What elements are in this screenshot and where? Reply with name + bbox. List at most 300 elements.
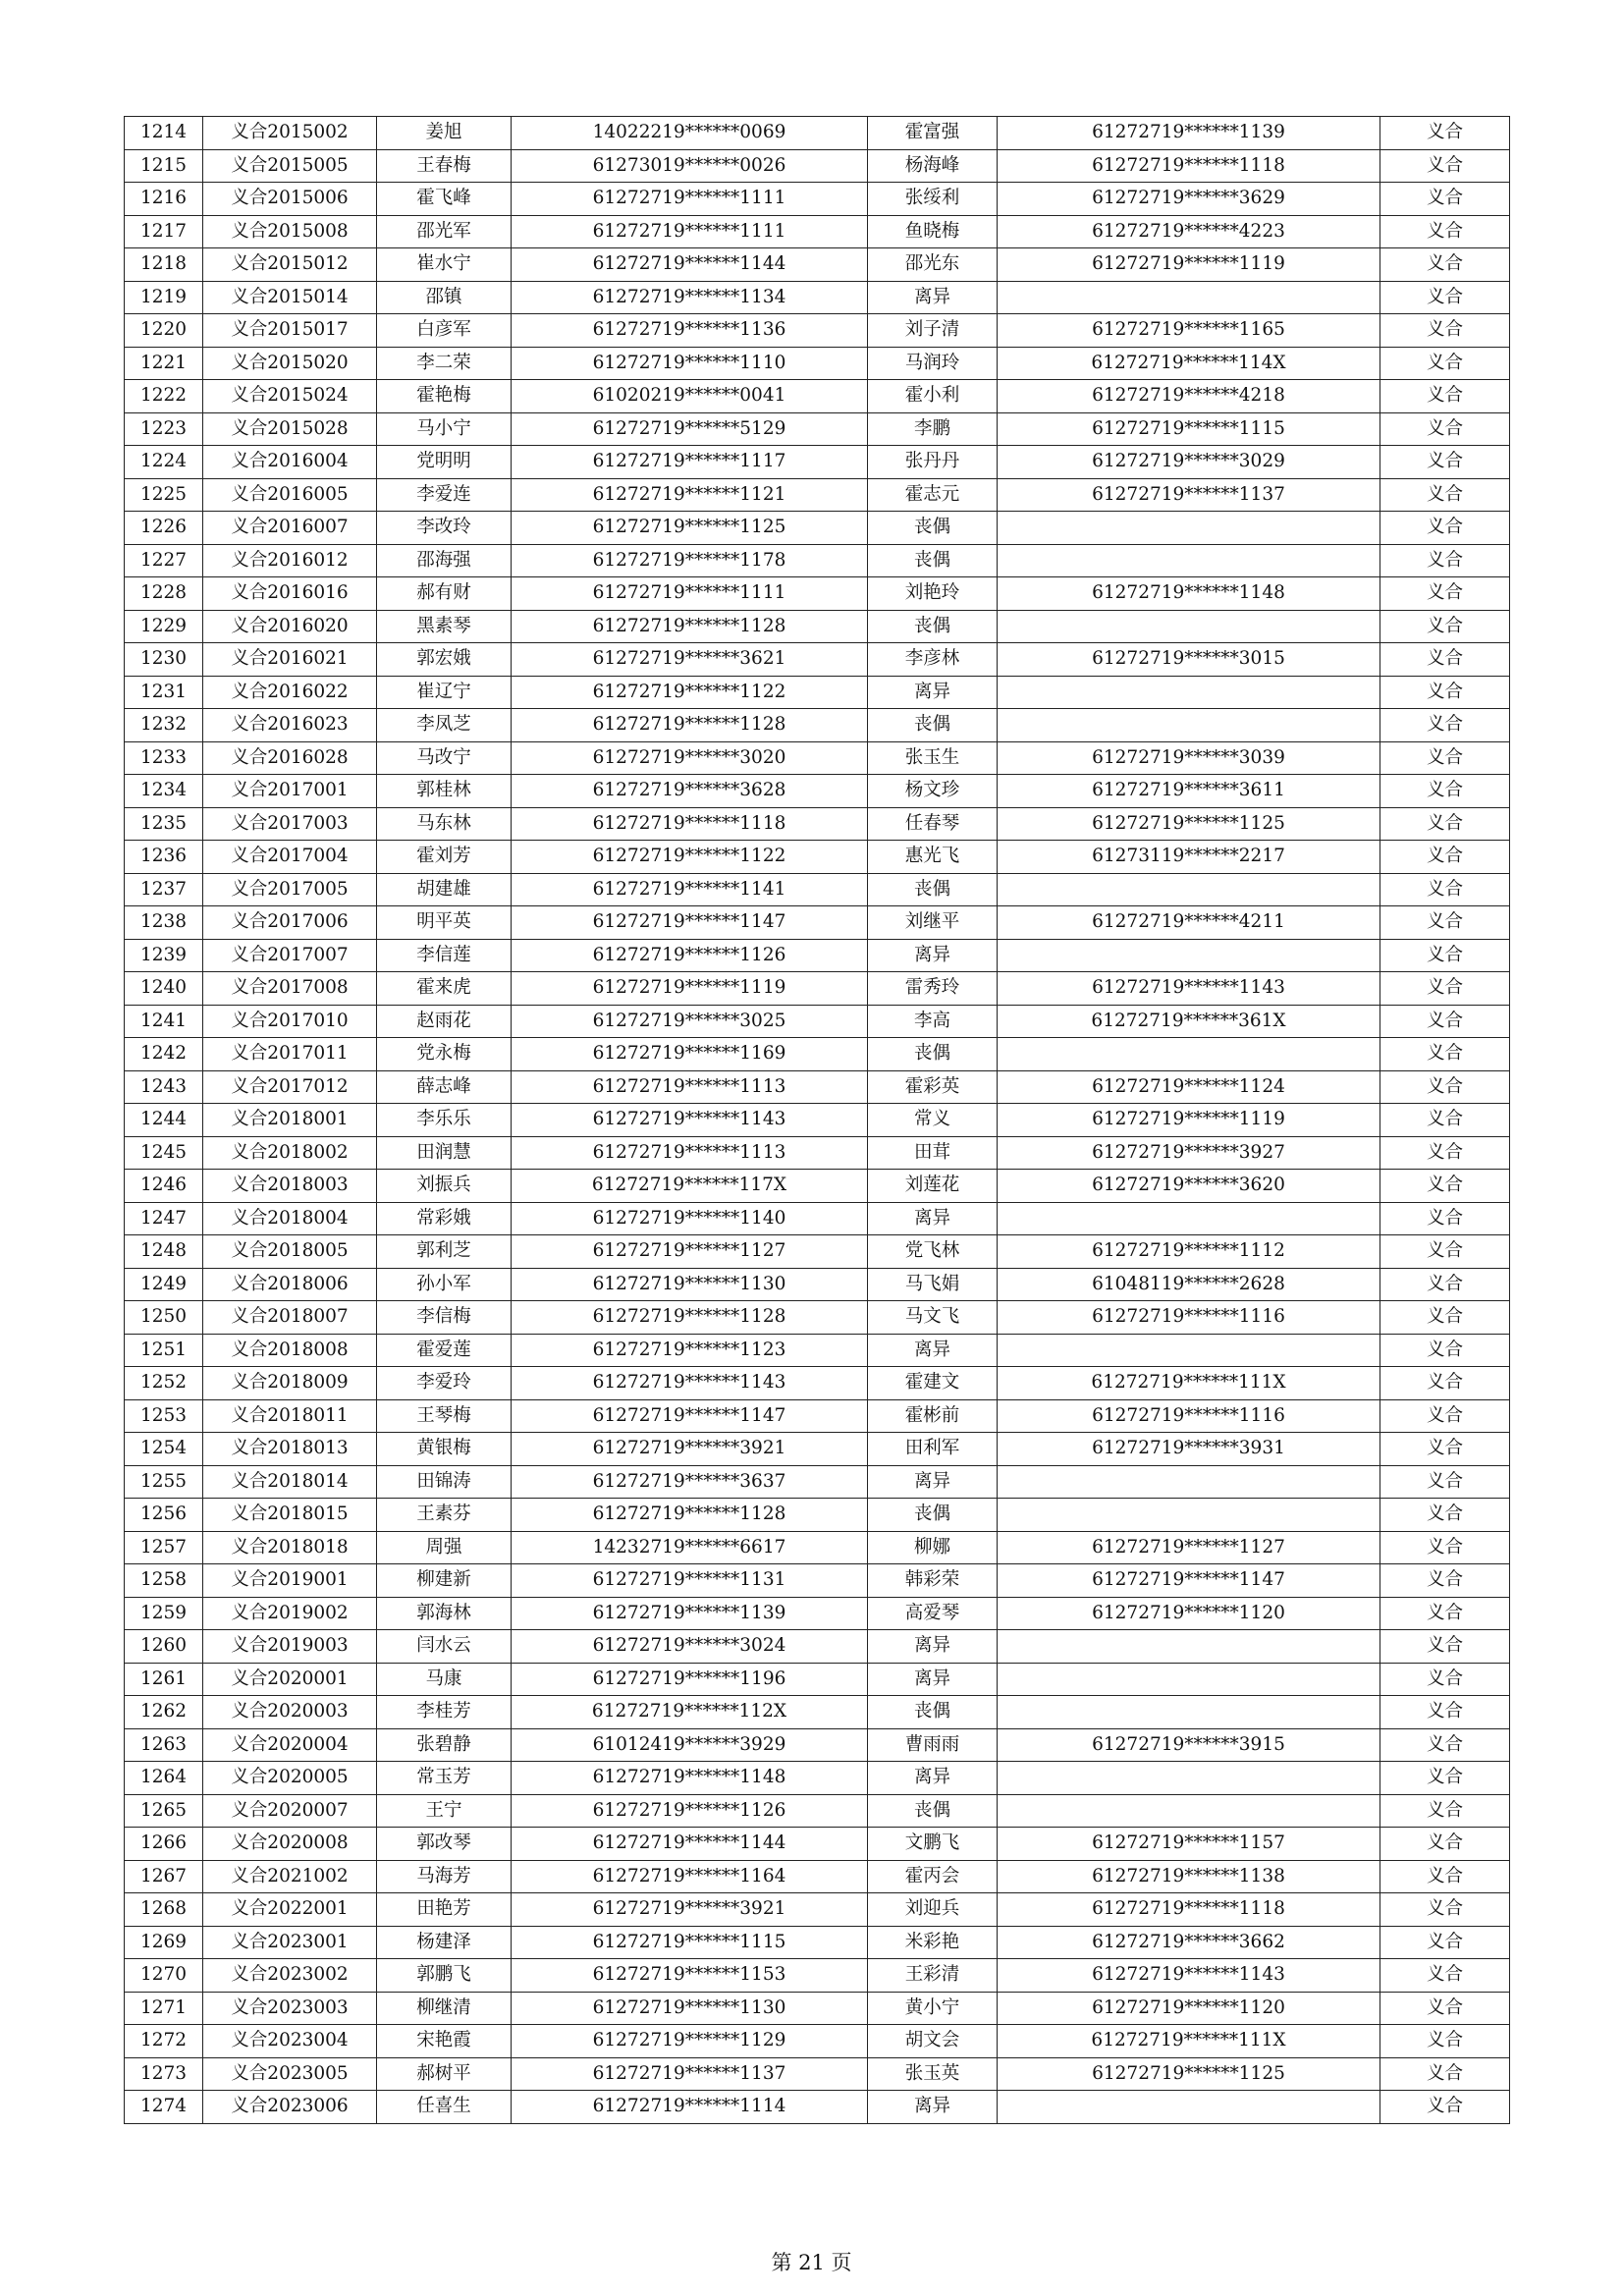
table-row [125,741,1510,775]
town-cell: 义合 [1380,1136,1510,1170]
row-number-cell: 1261 [125,1663,203,1696]
table-row [125,183,1510,216]
spouse-name-or-status-cell: 马飞娟 [868,1268,998,1301]
applicant-name-cell: 郭利芝 [377,1235,512,1269]
spouse-name-or-status-cell: 李彦林 [868,643,998,677]
spouse-id-number-cell: 61272719******3611 [998,775,1380,808]
table-row [125,1465,1510,1499]
applicant-id-number-cell: 61272719******1129 [512,2025,868,2058]
table-row [125,1926,1510,1959]
spouse-name-or-status-cell: 霍富强 [868,117,998,150]
applicant-name-cell: 党永梅 [377,1038,512,1071]
record-id-cell: 义合2017011 [203,1038,377,1071]
record-id-cell: 义合2017006 [203,906,377,940]
table-body [125,117,1510,2124]
record-id-cell: 义合2017005 [203,873,377,906]
table-row [125,1038,1510,1071]
row-number-cell: 1255 [125,1465,203,1499]
spouse-name-or-status-cell: 田利军 [868,1433,998,1466]
table-row [125,1696,1510,1729]
spouse-id-number-cell: 61272719******3915 [998,1728,1380,1762]
row-number-cell: 1252 [125,1367,203,1400]
spouse-id-number-cell: 61272719******1125 [998,2057,1380,2091]
table-row [125,1433,1510,1466]
row-number-cell: 1227 [125,544,203,577]
row-number-cell: 1274 [125,2091,203,2124]
record-id-cell: 义合2017008 [203,972,377,1006]
town-cell: 义合 [1380,676,1510,709]
spouse-id-number-cell: 61272719******3015 [998,643,1380,677]
applicant-id-number-cell: 61272719******3637 [512,1465,868,1499]
applicant-name-cell: 田锦涛 [377,1465,512,1499]
table-row [125,1499,1510,1532]
spouse-id-number-cell: 61272719******361X [998,1005,1380,1038]
spouse-id-number-cell [998,1794,1380,1828]
row-number-cell: 1237 [125,873,203,906]
spouse-name-or-status-cell: 离异 [868,2091,998,2124]
spouse-name-or-status-cell: 柳娜 [868,1531,998,1564]
spouse-id-number-cell: 61272719******3620 [998,1170,1380,1203]
spouse-id-number-cell: 61272719******1115 [998,412,1380,446]
applicant-id-number-cell: 61272719******1164 [512,1860,868,1893]
spouse-name-or-status-cell: 张绥利 [868,183,998,216]
record-id-cell: 义合2023006 [203,2091,377,2124]
record-id-cell: 义合2015024 [203,380,377,413]
applicant-id-number-cell: 61272719******1141 [512,873,868,906]
record-id-cell: 义合2015002 [203,117,377,150]
applicant-name-cell: 李桂芳 [377,1696,512,1729]
applicant-name-cell: 李凤芝 [377,709,512,742]
spouse-id-number-cell [998,939,1380,972]
table-row [125,643,1510,677]
applicant-name-cell: 田艳芳 [377,1893,512,1927]
records-table [124,116,1510,2124]
spouse-id-number-cell [998,873,1380,906]
applicant-id-number-cell: 61272719******1128 [512,610,868,643]
applicant-name-cell: 马改宁 [377,741,512,775]
town-cell: 义合 [1380,1860,1510,1893]
spouse-name-or-status-cell: 李鹏 [868,412,998,446]
table-row [125,1728,1510,1762]
spouse-id-number-cell: 61272719******1143 [998,1959,1380,1993]
spouse-id-number-cell: 61272719******111X [998,2025,1380,2058]
spouse-id-number-cell: 61272719******1139 [998,117,1380,150]
applicant-id-number-cell: 61272719******1126 [512,1794,868,1828]
spouse-id-number-cell: 61272719******1137 [998,478,1380,512]
applicant-id-number-cell: 61272719******1111 [512,577,868,611]
spouse-name-or-status-cell: 霍小利 [868,380,998,413]
spouse-name-or-status-cell: 霍彬前 [868,1399,998,1433]
record-id-cell: 义合2015008 [203,215,377,248]
spouse-id-number-cell: 61272719******3662 [998,1926,1380,1959]
applicant-name-cell: 王素芬 [377,1499,512,1532]
town-cell: 义合 [1380,1762,1510,1795]
table-row [125,1367,1510,1400]
record-id-cell: 义合2016005 [203,478,377,512]
record-id-cell: 义合2020005 [203,1762,377,1795]
record-id-cell: 义合2020001 [203,1663,377,1696]
record-id-cell: 义合2020008 [203,1828,377,1861]
applicant-id-number-cell: 61272719******117X [512,1170,868,1203]
table-row [125,215,1510,248]
table-row [125,478,1510,512]
record-id-cell: 义合2020007 [203,1794,377,1828]
town-cell: 义合 [1380,741,1510,775]
applicant-id-number-cell: 61272719******1126 [512,939,868,972]
applicant-name-cell: 孙小军 [377,1268,512,1301]
record-id-cell: 义合2017010 [203,1005,377,1038]
applicant-id-number-cell: 61272719******1122 [512,841,868,874]
spouse-id-number-cell: 61272719******1116 [998,1399,1380,1433]
row-number-cell: 1242 [125,1038,203,1071]
applicant-id-number-cell: 61272719******1125 [512,512,868,545]
applicant-id-number-cell: 61272719******3024 [512,1630,868,1664]
spouse-id-number-cell: 61272719******114X [998,347,1380,380]
row-number-cell: 1267 [125,1860,203,1893]
spouse-id-number-cell: 61272719******3931 [998,1433,1380,1466]
spouse-id-number-cell: 61272719******3029 [998,446,1380,479]
town-cell: 义合 [1380,1728,1510,1762]
applicant-name-cell: 柳继清 [377,1992,512,2025]
applicant-id-number-cell: 61272719******1130 [512,1268,868,1301]
applicant-name-cell: 薛志峰 [377,1070,512,1104]
spouse-name-or-status-cell: 文鹏飞 [868,1828,998,1861]
spouse-name-or-status-cell: 离异 [868,1202,998,1235]
row-number-cell: 1251 [125,1334,203,1367]
row-number-cell: 1270 [125,1959,203,1993]
spouse-id-number-cell: 61272719******3629 [998,183,1380,216]
applicant-name-cell: 郭鹏飞 [377,1959,512,1993]
spouse-name-or-status-cell: 丧偶 [868,873,998,906]
applicant-name-cell: 霍爱莲 [377,1334,512,1367]
table-row [125,2091,1510,2124]
town-cell: 义合 [1380,2057,1510,2091]
table-row [125,709,1510,742]
spouse-id-number-cell: 61272719******3039 [998,741,1380,775]
applicant-name-cell: 郝有财 [377,577,512,611]
spouse-name-or-status-cell: 丧偶 [868,709,998,742]
table-row [125,1301,1510,1335]
applicant-id-number-cell: 61272719******1114 [512,2091,868,2124]
row-number-cell: 1223 [125,412,203,446]
record-id-cell: 义合2023003 [203,1992,377,2025]
spouse-id-number-cell: 61272719******1147 [998,1564,1380,1598]
row-number-cell: 1266 [125,1828,203,1861]
applicant-name-cell: 黄银梅 [377,1433,512,1466]
spouse-id-number-cell [998,1465,1380,1499]
table-row [125,446,1510,479]
applicant-name-cell: 张碧静 [377,1728,512,1762]
spouse-name-or-status-cell: 胡文会 [868,2025,998,2058]
record-id-cell: 义合2015012 [203,248,377,282]
applicant-id-number-cell: 61272719******3020 [512,741,868,775]
spouse-id-number-cell: 61272719******1119 [998,1104,1380,1137]
spouse-name-or-status-cell: 常义 [868,1104,998,1137]
town-cell: 义合 [1380,248,1510,282]
table-row [125,775,1510,808]
town-cell: 义合 [1380,775,1510,808]
spouse-name-or-status-cell: 雷秀玲 [868,972,998,1006]
town-cell: 义合 [1380,314,1510,348]
table-row [125,1597,1510,1630]
town-cell: 义合 [1380,939,1510,972]
town-cell: 义合 [1380,380,1510,413]
row-number-cell: 1225 [125,478,203,512]
town-cell: 义合 [1380,643,1510,677]
row-number-cell: 1273 [125,2057,203,2091]
applicant-id-number-cell: 61272719******1147 [512,906,868,940]
row-number-cell: 1262 [125,1696,203,1729]
row-number-cell: 1243 [125,1070,203,1104]
town-cell: 义合 [1380,347,1510,380]
town-cell: 义合 [1380,1301,1510,1335]
applicant-id-number-cell: 61272719******1140 [512,1202,868,1235]
applicant-id-number-cell: 61272719******1144 [512,248,868,282]
spouse-name-or-status-cell: 离异 [868,939,998,972]
row-number-cell: 1224 [125,446,203,479]
town-cell: 义合 [1380,1696,1510,1729]
town-cell: 义合 [1380,1564,1510,1598]
applicant-id-number-cell: 61272719******1128 [512,1499,868,1532]
row-number-cell: 1232 [125,709,203,742]
table-row [125,1005,1510,1038]
row-number-cell: 1246 [125,1170,203,1203]
spouse-id-number-cell: 61272719******1124 [998,1070,1380,1104]
table-row [125,1762,1510,1795]
spouse-name-or-status-cell: 离异 [868,1334,998,1367]
applicant-id-number-cell: 61272719******1136 [512,314,868,348]
town-cell: 义合 [1380,1235,1510,1269]
record-id-cell: 义合2016020 [203,610,377,643]
applicant-name-cell: 白彦军 [377,314,512,348]
table-row [125,1170,1510,1203]
spouse-name-or-status-cell: 党飞林 [868,1235,998,1269]
spouse-name-or-status-cell: 霍彩英 [868,1070,998,1104]
spouse-name-or-status-cell: 鱼晓梅 [868,215,998,248]
row-number-cell: 1258 [125,1564,203,1598]
record-id-cell: 义合2018013 [203,1433,377,1466]
row-number-cell: 1260 [125,1630,203,1664]
record-id-cell: 义合2018011 [203,1399,377,1433]
applicant-name-cell: 党明明 [377,446,512,479]
spouse-id-number-cell: 61272719******4223 [998,215,1380,248]
town-cell: 义合 [1380,1630,1510,1664]
applicant-name-cell: 王宁 [377,1794,512,1828]
row-number-cell: 1238 [125,906,203,940]
row-number-cell: 1236 [125,841,203,874]
applicant-name-cell: 杨建泽 [377,1926,512,1959]
applicant-name-cell: 常彩娥 [377,1202,512,1235]
record-id-cell: 义合2022001 [203,1893,377,1927]
table-row [125,1794,1510,1828]
record-id-cell: 义合2015020 [203,347,377,380]
row-number-cell: 1269 [125,1926,203,1959]
town-cell: 义合 [1380,215,1510,248]
applicant-name-cell: 王春梅 [377,149,512,183]
applicant-id-number-cell: 61272719******1130 [512,1992,868,2025]
spouse-name-or-status-cell: 张玉英 [868,2057,998,2091]
town-cell: 义合 [1380,709,1510,742]
row-number-cell: 1222 [125,380,203,413]
record-id-cell: 义合2015028 [203,412,377,446]
table-row [125,807,1510,841]
record-id-cell: 义合2019003 [203,1630,377,1664]
table-row [125,1268,1510,1301]
table-row [125,117,1510,150]
record-id-cell: 义合2018004 [203,1202,377,1235]
town-cell: 义合 [1380,281,1510,314]
town-cell: 义合 [1380,1992,1510,2025]
record-id-cell: 义合2016021 [203,643,377,677]
record-id-cell: 义合2016016 [203,577,377,611]
applicant-id-number-cell: 14022219******0069 [512,117,868,150]
town-cell: 义合 [1380,478,1510,512]
row-number-cell: 1216 [125,183,203,216]
applicant-id-number-cell: 61272719******3628 [512,775,868,808]
town-cell: 义合 [1380,841,1510,874]
spouse-name-or-status-cell: 离异 [868,281,998,314]
spouse-id-number-cell: 61272719******1116 [998,1301,1380,1335]
spouse-id-number-cell: 61272719******1143 [998,972,1380,1006]
record-id-cell: 义合2023001 [203,1926,377,1959]
spouse-id-number-cell [998,709,1380,742]
spouse-name-or-status-cell: 米彩艳 [868,1926,998,1959]
applicant-id-number-cell: 61272719******3621 [512,643,868,677]
spouse-name-or-status-cell: 刘迎兵 [868,1893,998,1927]
applicant-id-number-cell: 61272719******1111 [512,183,868,216]
table-row [125,1334,1510,1367]
row-number-cell: 1257 [125,1531,203,1564]
applicant-id-number-cell: 61012419******3929 [512,1728,868,1762]
spouse-name-or-status-cell: 刘继平 [868,906,998,940]
record-id-cell: 义合2015006 [203,183,377,216]
record-id-cell: 义合2021002 [203,1860,377,1893]
applicant-id-number-cell: 14232719******6617 [512,1531,868,1564]
table-row [125,1959,1510,1993]
applicant-id-number-cell: 61272719******3025 [512,1005,868,1038]
row-number-cell: 1265 [125,1794,203,1828]
spouse-id-number-cell [998,1038,1380,1071]
applicant-name-cell: 崔水宁 [377,248,512,282]
applicant-name-cell: 郭海林 [377,1597,512,1630]
table-row [125,314,1510,348]
applicant-id-number-cell: 61273019******0026 [512,149,868,183]
spouse-name-or-status-cell: 王彩清 [868,1959,998,1993]
record-id-cell: 义合2018009 [203,1367,377,1400]
applicant-id-number-cell: 61272719******3921 [512,1433,868,1466]
row-number-cell: 1218 [125,248,203,282]
row-number-cell: 1214 [125,117,203,150]
applicant-name-cell: 马康 [377,1663,512,1696]
applicant-id-number-cell: 61272719******1111 [512,215,868,248]
row-number-cell: 1244 [125,1104,203,1137]
applicant-name-cell: 李信莲 [377,939,512,972]
applicant-id-number-cell: 61272719******1113 [512,1136,868,1170]
table-row [125,1564,1510,1598]
applicant-name-cell: 柳建新 [377,1564,512,1598]
town-cell: 义合 [1380,906,1510,940]
applicant-id-number-cell: 61272719******3921 [512,1893,868,1927]
table-row [125,2057,1510,2091]
spouse-name-or-status-cell: 李高 [868,1005,998,1038]
table-row [125,1531,1510,1564]
applicant-name-cell: 崔辽宁 [377,676,512,709]
spouse-id-number-cell: 61272719******1120 [998,1992,1380,2025]
table-row [125,1860,1510,1893]
applicant-id-number-cell: 61272719******1196 [512,1663,868,1696]
row-number-cell: 1247 [125,1202,203,1235]
applicant-name-cell: 邵光军 [377,215,512,248]
page-number: 第 21 页 [771,2251,852,2274]
record-id-cell: 义合2018001 [203,1104,377,1137]
table-row [125,2025,1510,2058]
spouse-name-or-status-cell: 丧偶 [868,1696,998,1729]
record-id-cell: 义合2018008 [203,1334,377,1367]
applicant-id-number-cell: 61272719******112X [512,1696,868,1729]
record-id-cell: 义合2018002 [203,1136,377,1170]
table-row [125,1070,1510,1104]
spouse-id-number-cell: 61272719******111X [998,1367,1380,1400]
spouse-id-number-cell: 61272719******1120 [998,1597,1380,1630]
spouse-name-or-status-cell: 曹雨雨 [868,1728,998,1762]
record-id-cell: 义合2023005 [203,2057,377,2091]
spouse-name-or-status-cell: 丧偶 [868,1794,998,1828]
record-id-cell: 义合2016012 [203,544,377,577]
record-id-cell: 义合2023002 [203,1959,377,1993]
applicant-name-cell: 李信梅 [377,1301,512,1335]
record-id-cell: 义合2017007 [203,939,377,972]
table-row [125,149,1510,183]
row-number-cell: 1268 [125,1893,203,1927]
applicant-name-cell: 郝树平 [377,2057,512,2091]
spouse-name-or-status-cell: 杨海峰 [868,149,998,183]
applicant-name-cell: 邵镇 [377,281,512,314]
table-row [125,1663,1510,1696]
spouse-name-or-status-cell: 刘子清 [868,314,998,348]
record-id-cell: 义合2016028 [203,741,377,775]
spouse-id-number-cell [998,1630,1380,1664]
applicant-name-cell: 李改玲 [377,512,512,545]
spouse-name-or-status-cell: 高爱琴 [868,1597,998,1630]
applicant-name-cell: 胡建雄 [377,873,512,906]
table-row [125,281,1510,314]
table-row [125,873,1510,906]
town-cell: 义合 [1380,1959,1510,1993]
spouse-name-or-status-cell: 丧偶 [868,1038,998,1071]
applicant-name-cell: 李二荣 [377,347,512,380]
spouse-name-or-status-cell: 张丹丹 [868,446,998,479]
town-cell: 义合 [1380,1531,1510,1564]
spouse-id-number-cell: 61272719******1118 [998,149,1380,183]
spouse-id-number-cell [998,676,1380,709]
table-row [125,610,1510,643]
table-row [125,1893,1510,1927]
record-id-cell: 义合2016004 [203,446,377,479]
table-row [125,939,1510,972]
table-row [125,347,1510,380]
table-row [125,1136,1510,1170]
town-cell: 义合 [1380,412,1510,446]
spouse-name-or-status-cell: 离异 [868,1663,998,1696]
spouse-name-or-status-cell: 张玉生 [868,741,998,775]
spouse-name-or-status-cell: 丧偶 [868,544,998,577]
town-cell: 义合 [1380,807,1510,841]
town-cell: 义合 [1380,1104,1510,1137]
applicant-id-number-cell: 61272719******5129 [512,412,868,446]
record-id-cell: 义合2020003 [203,1696,377,1729]
table-row [125,1992,1510,2025]
table-row [125,577,1510,611]
